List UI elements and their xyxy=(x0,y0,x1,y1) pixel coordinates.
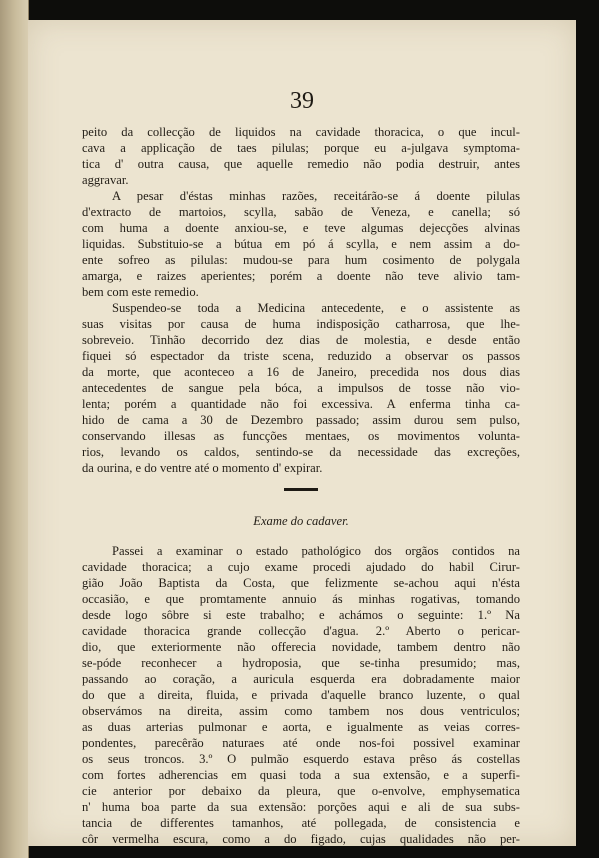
text-line: cavidade thoracica grande collecção d'agua. 2.º Aberto o pericar- xyxy=(82,624,520,638)
text-line: A pesar d'éstas minhas razões, receitárão-se á doente pilulas xyxy=(112,189,520,203)
text-line: se-póde reconhecer a hydroposia, que se-tinha presumido; mas, xyxy=(82,656,520,670)
text-line: pondentes, parecêrão naturaes até onde nos-foi possivel examinar xyxy=(82,736,520,750)
section-divider xyxy=(284,488,318,491)
text-line: da ourina, e do ventre até o momento d' expirar. xyxy=(82,461,323,475)
text-line: tica d' outra causa, que aquelle remedio não podia destruir, antes xyxy=(82,157,520,171)
text-line: occasião, e que promtamente annuio ás minhas rogativas, tomando xyxy=(82,592,520,606)
section-title: Exame do cadaver. xyxy=(253,514,349,528)
text-line: côr vermelha escura, como a do figado, cujas qualidades não per- xyxy=(82,832,520,846)
paragraph-exam xyxy=(82,543,520,847)
text-line: fiquei só espectador da triste scena, reduzido a observar os passos xyxy=(82,349,520,363)
text-line: dio, que exteriormente não offerecia novidade, tambem dentro não xyxy=(82,640,520,654)
text-line: aggravar. xyxy=(82,173,129,187)
text-line: ente sofreo as pilulas: mudou-se para hum cosimento de polygala xyxy=(82,253,520,267)
text-line: cava a applicação de taes pilulas; porque eu a-julgava symptoma- xyxy=(82,141,520,155)
text-line: Passei a examinar o estado pathológico dos orgãos contidos na xyxy=(112,544,520,558)
text-line: cavidade thoracica; a cujo exame procedi ajudado do habil Cirur- xyxy=(82,560,520,574)
text-line: com fortes adherencias em quasi toda a sua extensão, e a superfi- xyxy=(82,768,520,782)
text-line: rios, levando os caldos, sentindo-se da necessidade das excreções, xyxy=(82,445,520,459)
text-line: amarga, e raizes aperientes; porém a doente não teve alivio tam- xyxy=(82,269,520,283)
text-line: lenta; porém a quantidade não foi excessiva. A enferma tinha ca- xyxy=(82,397,520,411)
text-line: da morte, que aconteceo a 16 de Janeiro, precedida nos dous dias xyxy=(82,365,520,379)
scan-edge-mark xyxy=(581,40,589,48)
text-line: conservando illesas as funcções mentaes, os movimentos volunta- xyxy=(82,429,520,443)
text-line: bem com este remedio. xyxy=(82,285,199,299)
text-line: peito da collecção de liquidos na cavidade thoracica, o que incul- xyxy=(82,125,520,139)
paragraph-3 xyxy=(82,300,520,476)
text-line: os seus troncos. 3.º O pulmão esquerdo estava prêso ás costellas xyxy=(82,752,520,766)
book-page xyxy=(28,20,576,846)
text-line: Suspendeo-se toda a Medicina antecedente, e o assistente as xyxy=(112,301,520,315)
page-body xyxy=(82,124,520,847)
text-line: observámos na direita, assim como tambem nos dous ventriculos; xyxy=(82,704,520,718)
page-number: 39 xyxy=(290,88,314,114)
book-gutter xyxy=(0,0,29,858)
text-line: gião João Baptista da Costa, que felizmente se-achou aqui n'ésta xyxy=(82,576,520,590)
text-line: tancia de differentes tamanhos, até pollegada, de consistencia e xyxy=(82,816,520,830)
paragraph-2 xyxy=(82,188,520,300)
text-line: do que a direita, fluida, e privada d'aquelle branco luzente, o qual xyxy=(82,688,520,702)
text-line: suas visitas por causa de huma indisposição catharrosa, que lhe- xyxy=(82,317,520,331)
text-line: n' huma boa parte da sua extensão: porções aqui e ali de sua subs- xyxy=(82,800,520,814)
text-line: desde logo sôbre si este trabalho; e achámos o seguinte: 1.º Na xyxy=(82,608,520,622)
text-line: d'extracto de martoios, scylla, sabão de Veneza, e canella; só xyxy=(82,205,520,219)
text-line: cie anterior por debaixo da pleura, que o-envolve, emphysematica xyxy=(82,784,520,798)
text-line: antecedentes de sangue pela bóca, a impulsos de tosse não vio- xyxy=(82,381,520,395)
text-line: com huma a doente anxiou-se, e teve algumas dejecções alvinas xyxy=(82,221,520,235)
paragraph-1 xyxy=(82,124,520,188)
text-line: as duas arterias pulmonar e aorta, e igualmente as veias corres- xyxy=(82,720,520,734)
text-line: hido de cama a 30 de Dezembro passado; assim durou sem pulso, xyxy=(82,413,520,427)
text-line: sobreveio. Tinhão decorrido dez dias de molestia, e desde então xyxy=(82,333,520,347)
text-line: passando ao coração, a auricula esquerda era dobradamente maior xyxy=(82,672,520,686)
text-line: liquidas. Substituio-se a bútua em pó á scylla, e nem assim a do- xyxy=(82,237,520,251)
